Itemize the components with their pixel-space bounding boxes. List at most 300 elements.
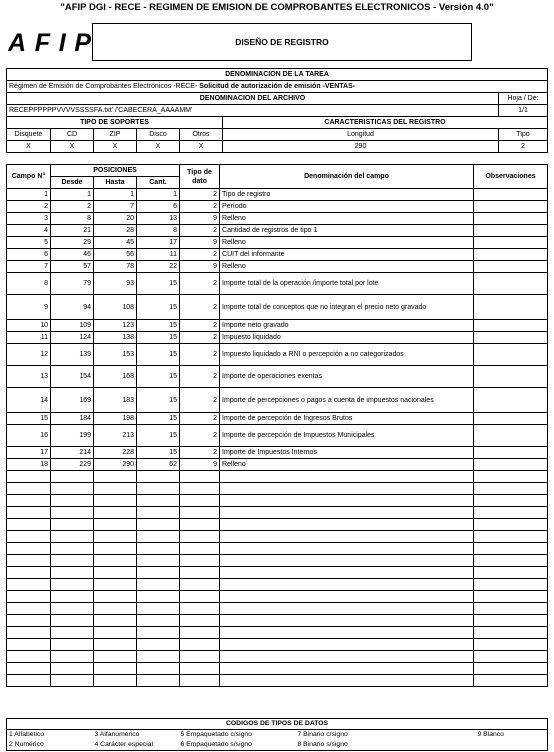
field-count: 15 (137, 344, 180, 366)
support-type: ZIP (94, 129, 137, 141)
empty-cell (137, 627, 180, 639)
empty-cell (94, 603, 137, 615)
empty-row (7, 543, 548, 555)
field-number: 3 (7, 213, 51, 225)
table-row (7, 249, 548, 261)
support-type: CD (51, 129, 94, 141)
fields-body (7, 189, 548, 687)
empty-row (7, 603, 548, 615)
table-row (7, 332, 548, 344)
table-row (7, 413, 548, 425)
field-count: 17 (137, 237, 180, 249)
empty-cell (220, 651, 474, 663)
task-heading: DENOMINACION DE LA TAREA (7, 69, 548, 81)
field-name: Impuesto liquidado a RNI o percepción a no categorizados (220, 344, 474, 366)
field-observations (474, 225, 548, 237)
field-to: 93 (94, 273, 137, 295)
empty-cell (94, 483, 137, 495)
empty-cell (180, 591, 220, 603)
empty-cell (94, 543, 137, 555)
support-heading: TIPO DE SOPORTES (7, 117, 223, 129)
field-number: 9 (7, 295, 51, 320)
code-item: 4 Carácter especial (94, 741, 154, 748)
support-type: Otros (180, 129, 223, 141)
support-mark: X (180, 141, 223, 153)
codes-heading: CODIGOS DE TIPOS DE DATOS (7, 719, 548, 730)
task-description (7, 81, 548, 93)
field-to: 20 (94, 213, 137, 225)
empty-row (7, 591, 548, 603)
field-to: 198 (94, 413, 137, 425)
empty-cell (137, 531, 180, 543)
table-row (7, 261, 548, 273)
empty-cell (94, 639, 137, 651)
field-type: 2 (180, 332, 220, 344)
field-count: 62 (137, 459, 180, 471)
field-observations (474, 249, 548, 261)
empty-cell (7, 555, 51, 567)
document-title: "AFIP DGI - RECE - REGIMEN DE EMISION DE COMPROBANTES ELECTRONICOS - Versión 4.0" (60, 2, 494, 13)
empty-row (7, 507, 548, 519)
empty-cell (180, 627, 220, 639)
page-value: 1/1 (499, 105, 548, 117)
field-number: 11 (7, 332, 51, 344)
code-item (476, 740, 548, 751)
field-observations (474, 295, 548, 320)
empty-cell (137, 579, 180, 591)
empty-row (7, 639, 548, 651)
table-row (7, 225, 548, 237)
page-label: Hoja / De: (499, 93, 548, 105)
empty-cell (94, 591, 137, 603)
empty-row (7, 651, 548, 663)
field-name: Cantidad de registros de tipo 1 (220, 225, 474, 237)
empty-cell (220, 507, 474, 519)
empty-cell (94, 651, 137, 663)
empty-cell (220, 579, 474, 591)
empty-cell (474, 651, 548, 663)
field-count: 13 (137, 213, 180, 225)
field-type: 2 (180, 388, 220, 413)
empty-cell (474, 531, 548, 543)
field-observations (474, 344, 548, 366)
task-bold: Solicitud de autorización de emisión -VENTAS- (199, 83, 356, 90)
file-heading: DENOMINACION DEL ARCHIVO (7, 93, 499, 105)
field-count: 15 (137, 295, 180, 320)
empty-cell (137, 591, 180, 603)
table-row (7, 388, 548, 413)
empty-cell (7, 639, 51, 651)
empty-cell (7, 591, 51, 603)
empty-cell (51, 663, 94, 675)
support-mark: X (137, 141, 180, 153)
empty-cell (220, 675, 474, 687)
empty-cell (7, 471, 51, 483)
field-count: 15 (137, 273, 180, 295)
record-heading: CARACTERISTICAS DEL REGISTRO (223, 117, 548, 129)
table-row (7, 213, 548, 225)
empty-cell (474, 519, 548, 531)
field-from: 79 (51, 273, 94, 295)
field-type: 2 (180, 295, 220, 320)
field-observations (474, 237, 548, 249)
empty-cell (137, 567, 180, 579)
empty-cell (180, 483, 220, 495)
field-type: 9 (180, 213, 220, 225)
empty-cell (137, 663, 180, 675)
field-to: 153 (94, 344, 137, 366)
empty-cell (94, 495, 137, 507)
fields-table (6, 164, 548, 687)
empty-cell (180, 639, 220, 651)
field-type: 9 (180, 459, 220, 471)
design-title-box (92, 23, 472, 61)
empty-row (7, 615, 548, 627)
field-to: 138 (94, 332, 137, 344)
field-name: Importe de operaciones exentas (220, 366, 474, 388)
field-name: Importe de Impuestos Internos (220, 447, 474, 459)
empty-cell (180, 675, 220, 687)
empty-cell (474, 495, 548, 507)
support-mark: X (7, 141, 51, 153)
field-from: 46 (51, 249, 94, 261)
field-to: 213 (94, 425, 137, 447)
empty-cell (220, 603, 474, 615)
field-name: Relleno (220, 261, 474, 273)
table-row (7, 344, 548, 366)
field-observations (474, 459, 548, 471)
field-number: 5 (7, 237, 51, 249)
empty-cell (474, 627, 548, 639)
empty-row (7, 675, 548, 687)
empty-cell (474, 483, 548, 495)
empty-cell (7, 615, 51, 627)
field-number: 18 (7, 459, 51, 471)
field-number: 17 (7, 447, 51, 459)
empty-cell (137, 543, 180, 555)
header-table (6, 68, 548, 153)
code-item: 6 Empaquetado s/signo (180, 741, 252, 748)
field-from: 154 (51, 366, 94, 388)
field-number: 14 (7, 388, 51, 413)
field-from: 1 (51, 189, 94, 201)
empty-cell (51, 483, 94, 495)
code-item: 9 Blanco (477, 731, 504, 738)
field-name: Importe neto gravado (220, 320, 474, 332)
empty-cell (137, 675, 180, 687)
field-observations (474, 201, 548, 213)
empty-cell (7, 507, 51, 519)
field-to: 228 (94, 447, 137, 459)
table-row (7, 201, 548, 213)
support-mark: X (51, 141, 94, 153)
field-to: 123 (94, 320, 137, 332)
empty-cell (94, 663, 137, 675)
empty-cell (51, 615, 94, 627)
field-count: 15 (137, 425, 180, 447)
empty-cell (220, 663, 474, 675)
field-name: Importe total de la operación /importe total por lote (220, 273, 474, 295)
empty-cell (7, 483, 51, 495)
field-name: CUIT del informante (220, 249, 474, 261)
field-observations (474, 213, 548, 225)
field-number: 8 (7, 273, 51, 295)
empty-cell (474, 639, 548, 651)
table-row (7, 366, 548, 388)
field-count: 6 (137, 201, 180, 213)
field-name: Importe total de conceptos que no integran el precio neto gravado (220, 295, 474, 320)
field-number: 6 (7, 249, 51, 261)
empty-cell (7, 579, 51, 591)
field-observations (474, 332, 548, 344)
empty-cell (180, 495, 220, 507)
field-observations (474, 447, 548, 459)
empty-cell (137, 615, 180, 627)
empty-cell (474, 591, 548, 603)
empty-cell (137, 507, 180, 519)
field-from: 29 (51, 237, 94, 249)
empty-cell (94, 567, 137, 579)
empty-cell (180, 603, 220, 615)
field-name: Relleno (220, 459, 474, 471)
field-type: 2 (180, 225, 220, 237)
table-row (7, 295, 548, 320)
empty-cell (51, 519, 94, 531)
empty-cell (51, 507, 94, 519)
field-number: 16 (7, 425, 51, 447)
field-from: 139 (51, 344, 94, 366)
empty-cell (94, 615, 137, 627)
empty-cell (180, 531, 220, 543)
field-observations (474, 261, 548, 273)
field-observations (474, 366, 548, 388)
empty-cell (7, 675, 51, 687)
file-name: RECEPPPPPPVVVVSSSSFA.txt' /'CABECERA_AAAAMM' (7, 105, 499, 117)
empty-cell (137, 603, 180, 615)
field-count: 15 (137, 320, 180, 332)
col-observaciones: Observaciones (474, 165, 548, 189)
table-row (7, 459, 548, 471)
empty-cell (94, 507, 137, 519)
field-from: 109 (51, 320, 94, 332)
field-from: 184 (51, 413, 94, 425)
field-name: Importe de percepción de Ingresos Brutos (220, 413, 474, 425)
empty-cell (51, 531, 94, 543)
support-type: Disquete (7, 129, 51, 141)
empty-row (7, 471, 548, 483)
field-observations (474, 388, 548, 413)
empty-cell (7, 531, 51, 543)
empty-cell (220, 567, 474, 579)
empty-cell (51, 675, 94, 687)
empty-cell (474, 471, 548, 483)
empty-cell (94, 531, 137, 543)
record-type: 2 (499, 141, 548, 153)
field-type: 2 (180, 344, 220, 366)
field-count: 15 (137, 332, 180, 344)
field-from: 199 (51, 425, 94, 447)
field-from: 57 (51, 261, 94, 273)
code-item: 1 Alfabético (9, 731, 45, 738)
field-number: 1 (7, 189, 51, 201)
empty-cell (51, 555, 94, 567)
support-type: Disco (137, 129, 180, 141)
length-label: Longitud (223, 129, 499, 141)
record-length: 290 (223, 141, 499, 153)
field-number: 7 (7, 261, 51, 273)
field-from: 214 (51, 447, 94, 459)
field-observations (474, 413, 548, 425)
table-row (7, 447, 548, 459)
field-to: 290 (94, 459, 137, 471)
empty-cell (51, 543, 94, 555)
empty-cell (137, 471, 180, 483)
table-row (7, 273, 548, 295)
empty-cell (51, 471, 94, 483)
task-prefix: Régimen de Emisión de Comprobantes Electrónicos -RECE- (9, 83, 200, 90)
empty-cell (220, 471, 474, 483)
field-from: 8 (51, 213, 94, 225)
field-to: 183 (94, 388, 137, 413)
field-type: 2 (180, 413, 220, 425)
field-to: 78 (94, 261, 137, 273)
col-posiciones: POSICIONES (51, 165, 180, 177)
empty-cell (180, 579, 220, 591)
empty-cell (137, 483, 180, 495)
field-count: 11 (137, 249, 180, 261)
field-count: 15 (137, 447, 180, 459)
empty-cell (94, 519, 137, 531)
col-desde: Desde (51, 177, 94, 189)
field-observations (474, 425, 548, 447)
empty-cell (137, 555, 180, 567)
field-type: 2 (180, 201, 220, 213)
code-item: 5 Empaquetado c/signo (180, 731, 252, 738)
empty-cell (94, 471, 137, 483)
field-number: 12 (7, 344, 51, 366)
field-type: 9 (180, 261, 220, 273)
code-item: 8 Binario s/signo (297, 741, 348, 748)
field-count: 15 (137, 413, 180, 425)
col-campo: Campo N° (7, 165, 51, 189)
field-type: 2 (180, 273, 220, 295)
empty-cell (474, 615, 548, 627)
empty-row (7, 495, 548, 507)
table-row (7, 425, 548, 447)
empty-row (7, 663, 548, 675)
afip-logo (8, 30, 93, 54)
empty-cell (7, 519, 51, 531)
field-number: 10 (7, 320, 51, 332)
support-mark: X (94, 141, 137, 153)
field-name: Impuesto liquidado (220, 332, 474, 344)
empty-row (7, 627, 548, 639)
field-observations (474, 273, 548, 295)
empty-cell (7, 495, 51, 507)
table-row (7, 237, 548, 249)
field-name: Relleno (220, 213, 474, 225)
empty-row (7, 555, 548, 567)
field-observations (474, 320, 548, 332)
field-type: 2 (180, 189, 220, 201)
empty-cell (220, 495, 474, 507)
empty-cell (180, 651, 220, 663)
code-item: 7 Binario c/signo (297, 731, 348, 738)
field-type: 2 (180, 425, 220, 447)
empty-cell (51, 603, 94, 615)
empty-cell (220, 519, 474, 531)
empty-cell (51, 591, 94, 603)
empty-cell (180, 663, 220, 675)
empty-cell (220, 615, 474, 627)
col-cant: Cant. (137, 177, 180, 189)
empty-cell (474, 567, 548, 579)
col-tipo: Tipo de dato (180, 165, 220, 189)
empty-cell (94, 627, 137, 639)
empty-cell (7, 567, 51, 579)
empty-cell (7, 543, 51, 555)
field-name: Tipo de registro (220, 189, 474, 201)
empty-cell (474, 543, 548, 555)
empty-cell (180, 519, 220, 531)
empty-cell (474, 507, 548, 519)
empty-cell (94, 555, 137, 567)
field-type: 2 (180, 447, 220, 459)
empty-cell (137, 519, 180, 531)
field-count: 15 (137, 366, 180, 388)
field-count: 8 (137, 225, 180, 237)
field-count: 1 (137, 189, 180, 201)
svg-text:AFIP: AFIP (8, 30, 90, 54)
empty-cell (474, 663, 548, 675)
empty-cell (137, 639, 180, 651)
type-label: Tipo (499, 129, 548, 141)
empty-row (7, 531, 548, 543)
empty-cell (220, 483, 474, 495)
empty-cell (180, 615, 220, 627)
empty-row (7, 567, 548, 579)
empty-cell (220, 531, 474, 543)
field-from: 2 (51, 201, 94, 213)
empty-cell (51, 627, 94, 639)
empty-cell (51, 651, 94, 663)
field-from: 21 (51, 225, 94, 237)
field-type: 2 (180, 366, 220, 388)
field-to: 7 (94, 201, 137, 213)
empty-cell (94, 675, 137, 687)
field-number: 15 (7, 413, 51, 425)
field-from: 229 (51, 459, 94, 471)
field-observations (474, 189, 548, 201)
field-type: 9 (180, 237, 220, 249)
field-to: 56 (94, 249, 137, 261)
empty-cell (180, 507, 220, 519)
codes-table (6, 718, 548, 751)
empty-cell (180, 471, 220, 483)
field-name: Importe de percepciones o pagos a cuenta de impuestos nacionales (220, 388, 474, 413)
empty-cell (180, 555, 220, 567)
empty-cell (474, 579, 548, 591)
empty-cell (474, 675, 548, 687)
code-item: 3 Alfanumérico (94, 731, 140, 738)
empty-row (7, 519, 548, 531)
field-to: 1 (94, 189, 137, 201)
field-count: 22 (137, 261, 180, 273)
field-type: 2 (180, 320, 220, 332)
field-from: 124 (51, 332, 94, 344)
field-name: Relleno (220, 237, 474, 249)
empty-cell (7, 663, 51, 675)
